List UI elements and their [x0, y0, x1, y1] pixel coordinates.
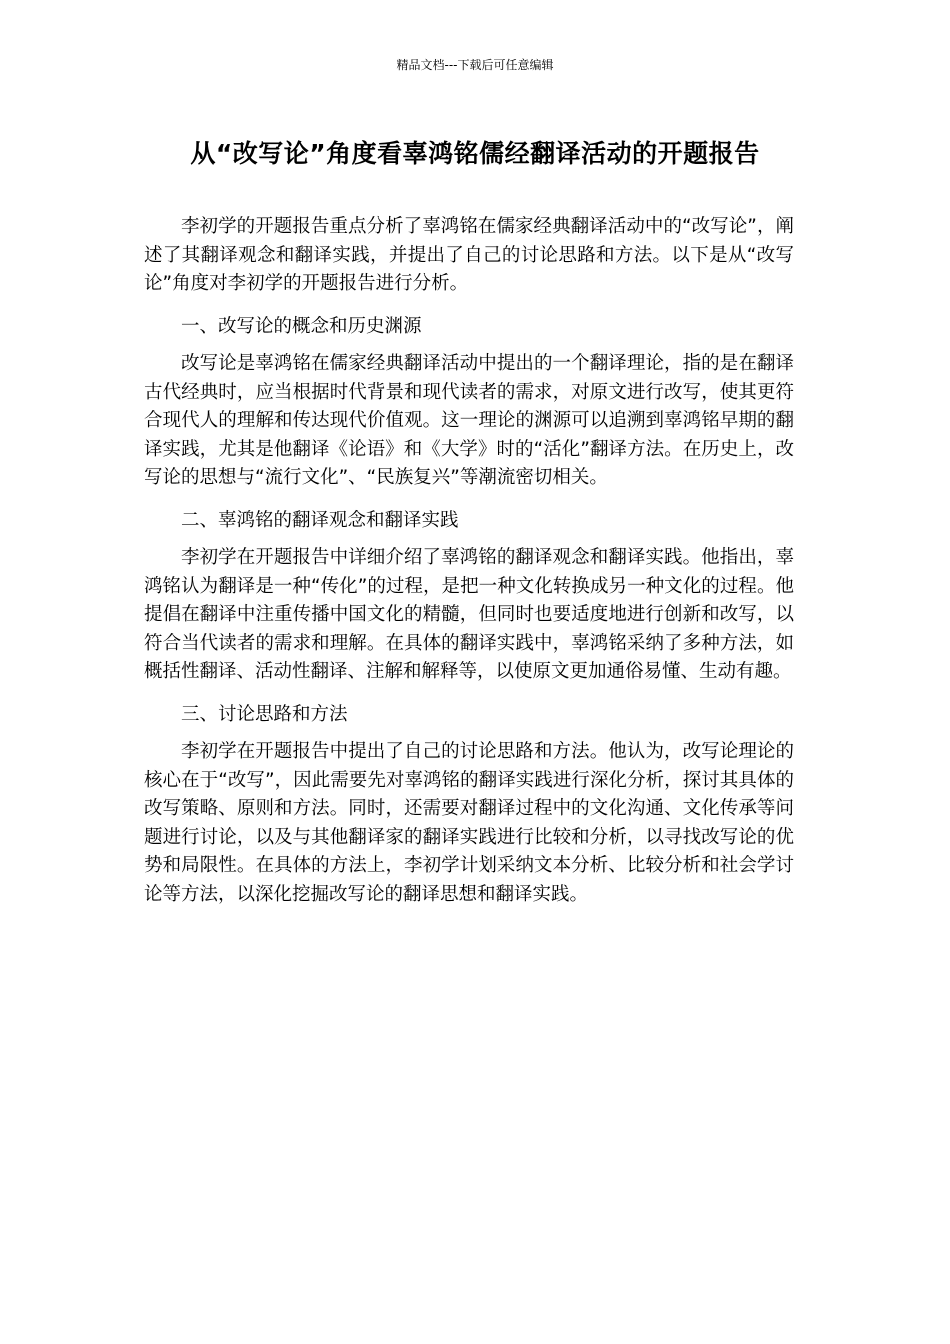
header-note: 精品文档---下载后可任意编辑	[396, 58, 554, 72]
document-body	[144, 213, 794, 923]
document-title: 从“改写论”角度看辜鸿铭儒经翻译活动的开题报告	[190, 139, 760, 168]
section-body-3: 李初学在开题报告中提出了自己的讨论思路和方法。他认为，改写论理论的核心在于“改写”，因此需要先对辜鸿铭的翻译实践进行深化分析，探讨其具体的改写策略、原则和方法。同时，还需要对翻译过程中的文化沟通、文化传承等问题进行讨论，以及与其他翻译家的翻译实践进行比较和分析，以寻找改写论的优势和局限性。在具体的方法上，李初学计划采纳文本分析、比较分析和社会学讨论等方法，以深化挖掘改写论的翻译思想和翻译实践。	[144, 741, 794, 905]
section-heading-1: 一、改写论的概念和历史渊源	[181, 315, 422, 337]
intro-paragraph: 李初学的开题报告重点分析了辜鸿铭在儒家经典翻译活动中的“改写论”，阐述了其翻译观念和翻译实践，并提出了自己的讨论思路和方法。以下是从“改写论”角度对李初学的开题报告进行分析。	[144, 216, 794, 294]
section-heading-3: 三、讨论思路和方法	[181, 703, 348, 725]
section-body-1: 改写论是辜鸿铭在儒家经典翻译活动中提出的一个翻译理论，指的是在翻译古代经典时，应当根据时代背景和现代读者的需求，对原文进行改写，使其更符合现代人的理解和传达现代价值观。这一理论的渊源可以追溯到辜鸿铭早期的翻译实践，尤其是他翻译《论语》和《大学》时的“活化”翻译方法。在历史上，改写论的思想与“流行文化”、“民族复兴”等潮流密切相关。	[144, 353, 794, 488]
section-body-2: 李初学在开题报告中详细介绍了辜鸿铭的翻译观念和翻译实践。他指出，辜鸿铭认为翻译是一种“传化”的过程，是把一种文化转换成另一种文化的过程。他提倡在翻译中注重传播中国文化的精髓，但同时也要适度地进行创新和改写，以符合当代读者的需求和理解。在具体的翻译实践中，辜鸿铭采纳了多种方法，如概括性翻译、活动性翻译、注解和解释等，以使原文更加通俗易懂、生动有趣。	[144, 547, 794, 682]
section-heading-2: 二、辜鸿铭的翻译观念和翻译实践	[181, 509, 459, 531]
